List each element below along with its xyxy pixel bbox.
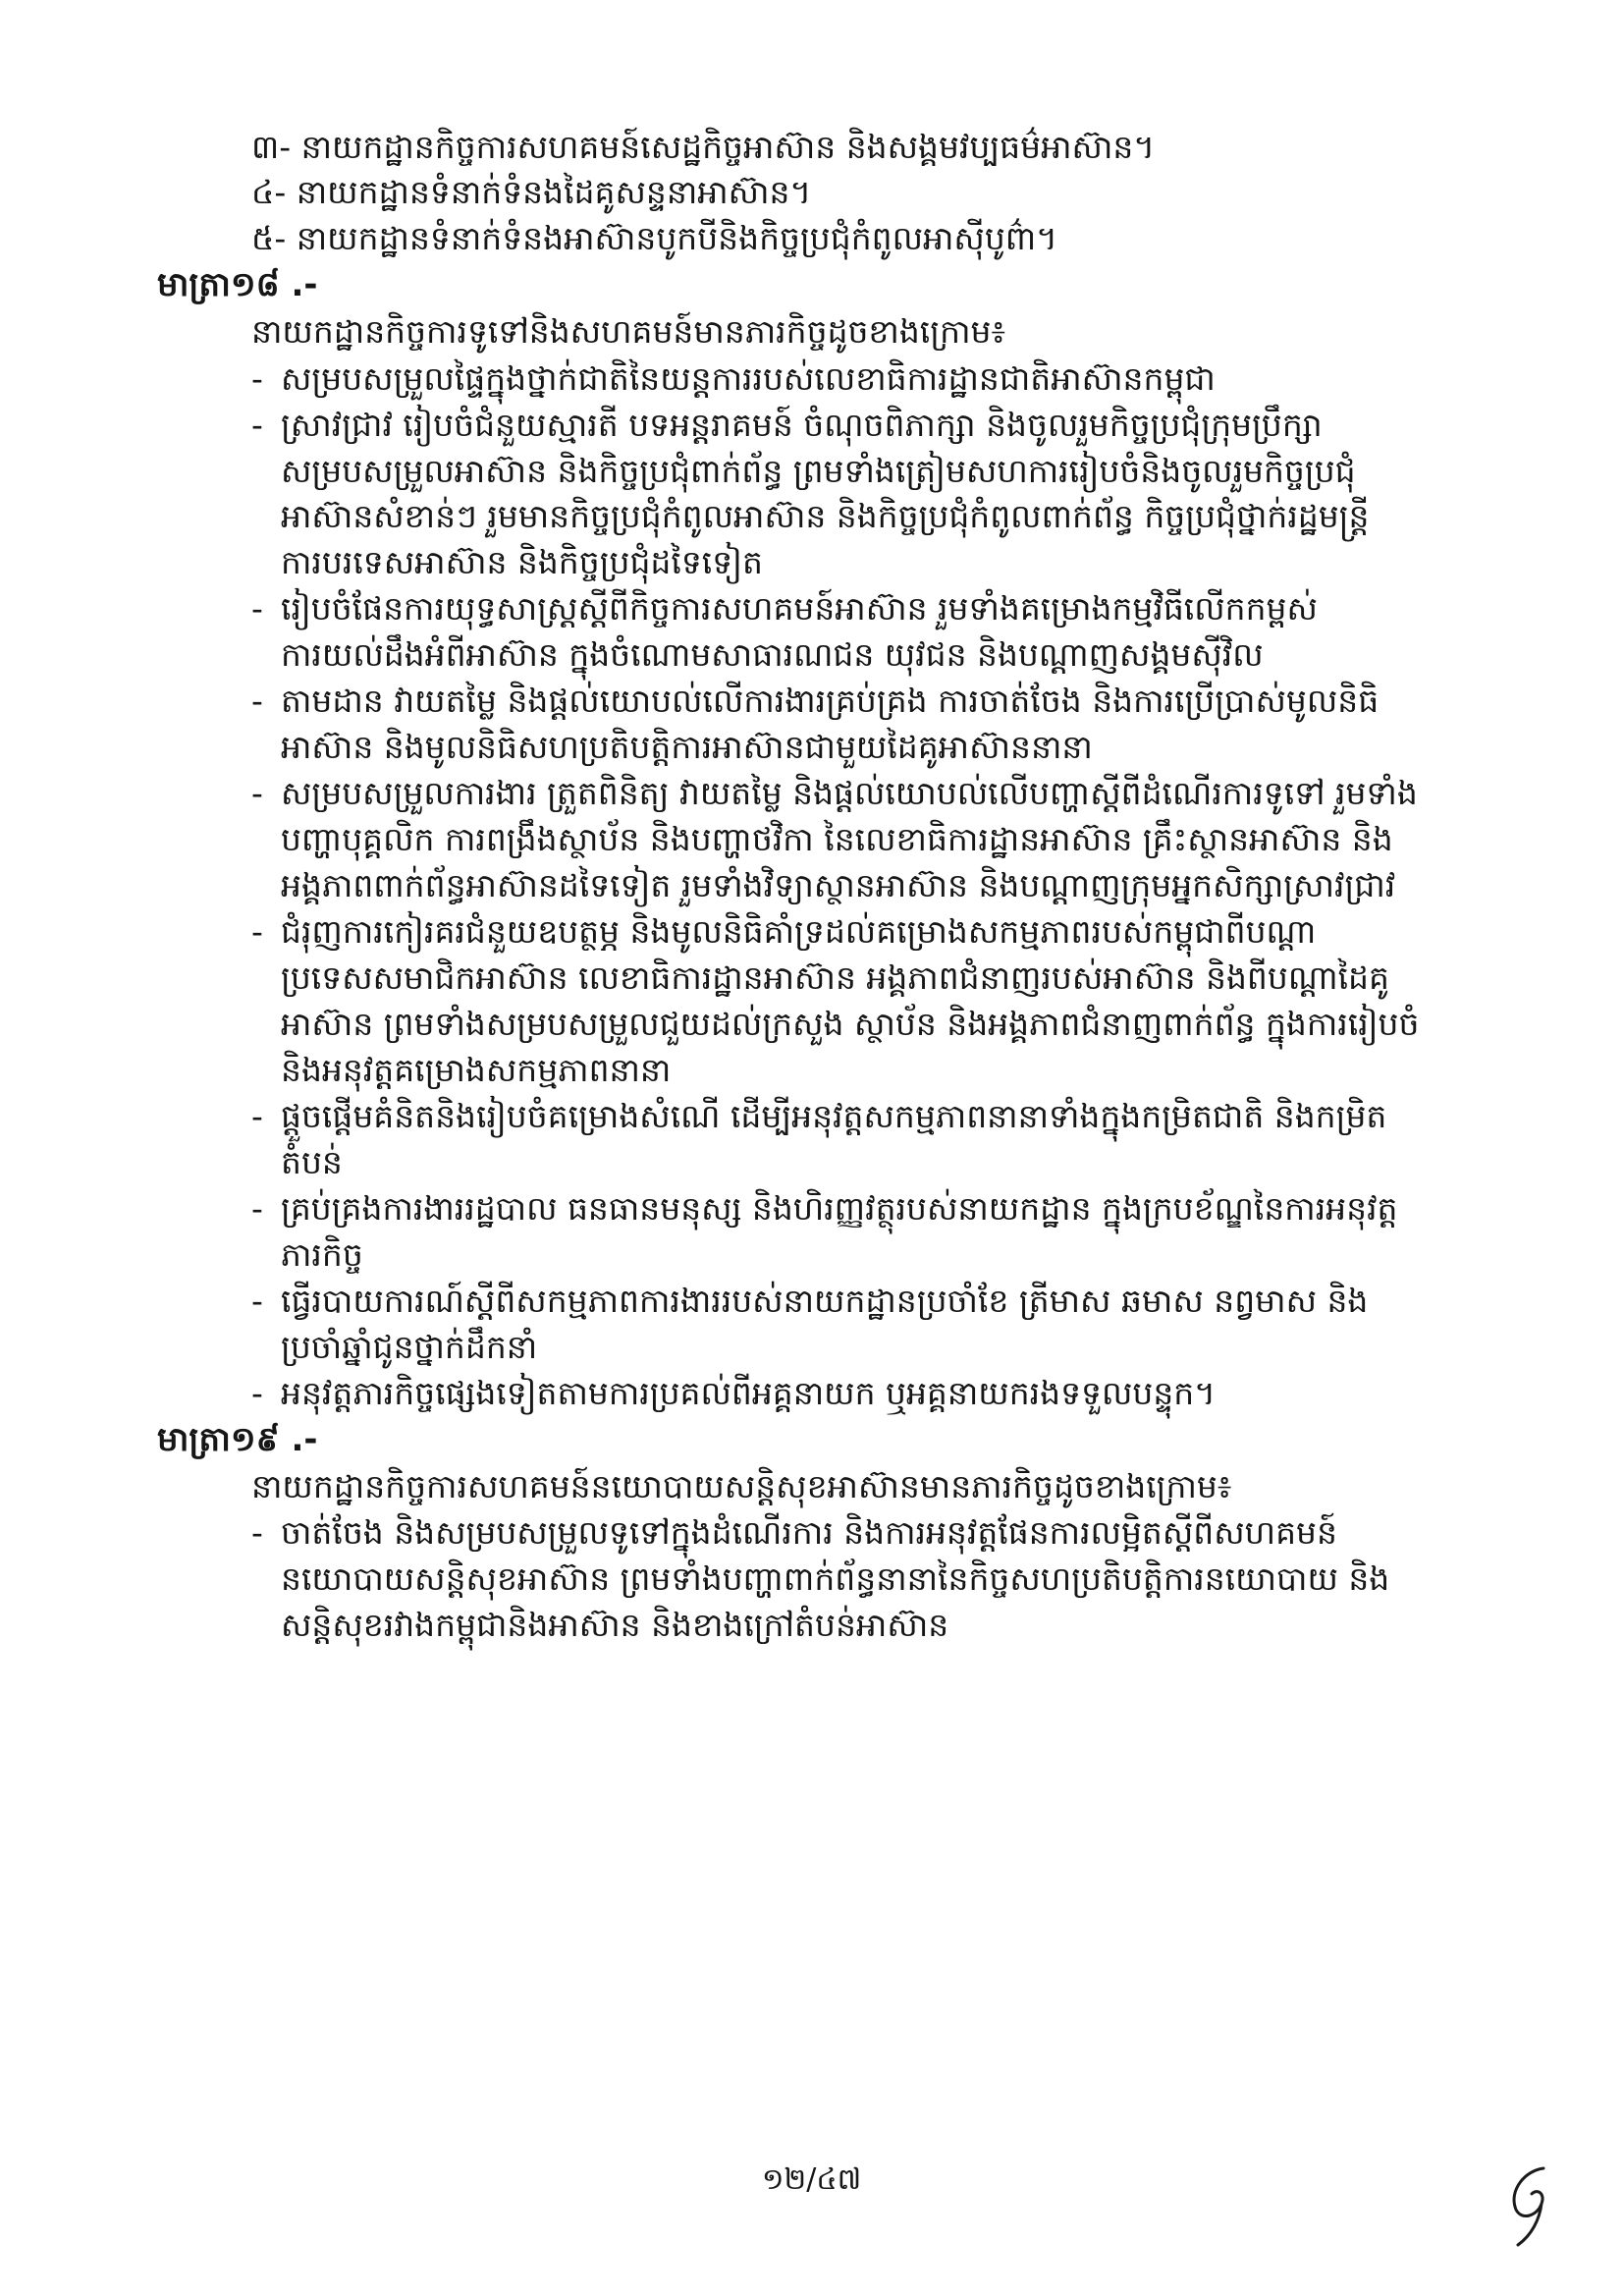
list-item-continuation: ប្រចាំឆ្នាំជូនថ្នាក់ដឹកនាំ	[281, 1328, 538, 1366]
enum-item: ៥- នាយកដ្ឋានទំនាក់ទំនងអាស៊ានបូកបីនិងកិច្ចប្រជុំកំពូលអាស៊ីបូព៌ា។	[251, 219, 1057, 257]
list-item-continuation: បញ្ហាបុគ្គលិក ការពង្រឹងស្ថាប័ន និងបញ្ហាថវិកា នៃលេខាធិការដ្ឋានអាស៊ាន គ្រឹះស្ថានអាស៊ាន និង	[281, 820, 1393, 858]
list-item-continuation: ភារកិច្ច	[281, 1235, 363, 1274]
list-item-continuation: អាស៊ាន ព្រមទាំងសម្របសម្រួលជួយដល់ក្រសួង ស្ថាប័ន និងអង្គភាពជំនាញពាក់ព័ន្ធ ក្នុងការរៀបចំ	[281, 1005, 1420, 1043]
handwritten-initial	[1492, 2160, 1561, 2249]
list-item: - រៀបចំផែនការយុទ្ធសាស្ត្រស្តីពីកិច្ចការសហគមន៍អាស៊ាន រួមទាំងគម្រោងកម្មវិធីលើកកម្ពស់	[251, 589, 1318, 628]
list-item-continuation: សន្តិសុខរវាងកម្ពុជានិងអាស៊ាន និងខាងក្រៅតំបន់អាស៊ាន	[281, 1606, 949, 1644]
list-item-continuation: អាស៊ានសំខាន់ៗ រួមមានកិច្ចប្រជុំកំពូលអាស៊ាន និងកិច្ចប្រជុំកំពូលពាក់ព័ន្ធ កិច្ចប្រជុំថ្នាក់រដ្ឋមន្ត្រី	[281, 497, 1370, 535]
list-item: - សម្របសម្រួលផ្ទៃក្នុងថ្នាក់ជាតិនៃយន្តការរបស់លេខាធិការដ្ឋានជាតិអាស៊ានកម្ពុជា	[251, 359, 1216, 398]
enum-item: ៣- នាយកដ្ឋានកិច្ចការសហគមន៍សេដ្ឋកិច្ចអាស៊ាន និងសង្គមវប្បធម៌អាស៊ាន។	[251, 128, 1156, 166]
list-item: - ធ្វើរបាយការណ៍ស្តីពីសកម្មភាពការងាររបស់នាយកដ្ឋានប្រចាំខែ ត្រីមាស ឆមាស នព្វមាស និង	[251, 1282, 1369, 1320]
list-item-continuation: អាស៊ាន និងមូលនិធិសហប្រតិបត្តិការអាស៊ានជាមួយដៃគូអាស៊ាននានា	[281, 728, 1093, 766]
list-item: - ស្រាវជ្រាវ រៀបចំជំនួយស្មារតី បទអន្តរាគមន៍ ចំណុចពិភាក្សា និងចូលរួមកិច្ចប្រជុំក្រុមប្រឹក្សា	[251, 406, 1323, 444]
article-19-intro: នាយកដ្ឋានកិច្ចការសហគមន៍នយោបាយសន្តិសុខអាស៊ានមានភារកិច្ចដូចខាងក្រោម៖	[251, 1467, 1232, 1505]
list-item-continuation: និងអនុវត្តគម្រោងសកម្មភាពនានា	[281, 1051, 672, 1089]
list-item-continuation: ប្រទេសសមាជិកអាស៊ាន លេខាធិការដ្ឋានអាស៊ាន អង្គភាពជំនាញរបស់អាស៊ាន និងពីបណ្តាដៃគូ	[281, 958, 1389, 997]
article-18-heading: មាត្រា១៨ .-	[157, 265, 318, 304]
list-item: - គ្រប់គ្រងការងាររដ្ឋបាល ធនធានមនុស្ស និងហិរញ្ញវត្ថុរបស់នាយកដ្ឋាន ក្នុងក្របខ័ណ្ឌនៃការអនុវត្ត	[251, 1189, 1398, 1228]
list-item-continuation: អង្គភាពពាក់ព័ន្ធអាស៊ានដទៃទៀត រួមទាំងវិទ្យាស្ថានអាស៊ាន និងបណ្តាញក្រុមអ្នកសិក្សាស្រាវជ្រាវ	[281, 866, 1396, 904]
list-item: - ជំរុញការកៀរគរជំនួយឧបត្ថម្ភ និងមូលនិធិគាំទ្រដល់គម្រោងសកម្មភាពរបស់កម្ពុជាពីបណ្តា	[251, 912, 1317, 951]
list-item-continuation: តំបន់	[281, 1143, 343, 1181]
list-item: - ចាត់ចែង និងសម្របសម្រួលទូទៅក្នុងដំណើរការ និងការអនុវត្តផែនការលម្អិតស្តីពីសហគមន៍	[251, 1513, 1337, 1552]
list-item-continuation: សម្របសម្រួលអាស៊ាន និងកិច្ចប្រជុំពាក់ព័ន្ធ ព្រមទាំងត្រៀមសហការរៀបចំនិងចូលរួមកិច្ចប្រជុំ	[281, 452, 1356, 490]
article-18-intro: នាយកដ្ឋានកិច្ចការទូទៅនិងសហគមន៍មានភារកិច្ចដូចខាងក្រោម៖	[251, 312, 1005, 351]
list-item: - អនុវត្តភារកិច្ចផ្សេងទៀតតាមការប្រគល់ពីអគ្គនាយក ឬអគ្គនាយករងទទួលបន្ទុក។	[251, 1374, 1216, 1412]
list-item-continuation: នយោបាយសន្តិសុខអាស៊ាន ព្រមទាំងបញ្ហាពាក់ព័ន្ធនានានៃកិច្ចសហប្រតិបត្តិការនយោបាយ និង	[281, 1559, 1390, 1598]
list-item: - តាមដាន វាយតម្លៃ និងផ្តល់យោបល់លើការងារគ្រប់គ្រង ការចាត់ចែង និងការប្រើប្រាស់មូលនិធិ	[251, 682, 1380, 720]
list-item-continuation: ការបរទេសអាស៊ាន និងកិច្ចប្រជុំដទៃទៀត	[281, 543, 763, 581]
list-item: - ផ្តួចផ្តើមគំនិតនិងរៀបចំគម្រោងសំណើ ដើម្បីអនុវត្តសកម្មភាពនានាទាំងក្នុងកម្រិតជាតិ និងកម្រិត	[251, 1097, 1387, 1135]
article-19-heading: មាត្រា១៩ .-	[157, 1420, 318, 1459]
list-item: - សម្របសម្រួលការងារ ត្រួតពិនិត្យ វាយតម្លៃ និងផ្តល់យោបល់លើបញ្ហាស្តីពីដំណើរការទូទៅ រួមទាំង	[251, 774, 1418, 812]
page-number: ១២/៤៧	[761, 2162, 862, 2197]
list-item-continuation: ការយល់ដឹងអំពីអាស៊ាន ក្នុងចំណោមសាធារណជន យុវជន និងបណ្តាញសង្គមស៊ីវិល	[281, 635, 1264, 674]
enum-item: ៤- នាយកដ្ឋានទំនាក់ទំនងដៃគូសន្ទនាអាស៊ាន។	[251, 173, 812, 211]
